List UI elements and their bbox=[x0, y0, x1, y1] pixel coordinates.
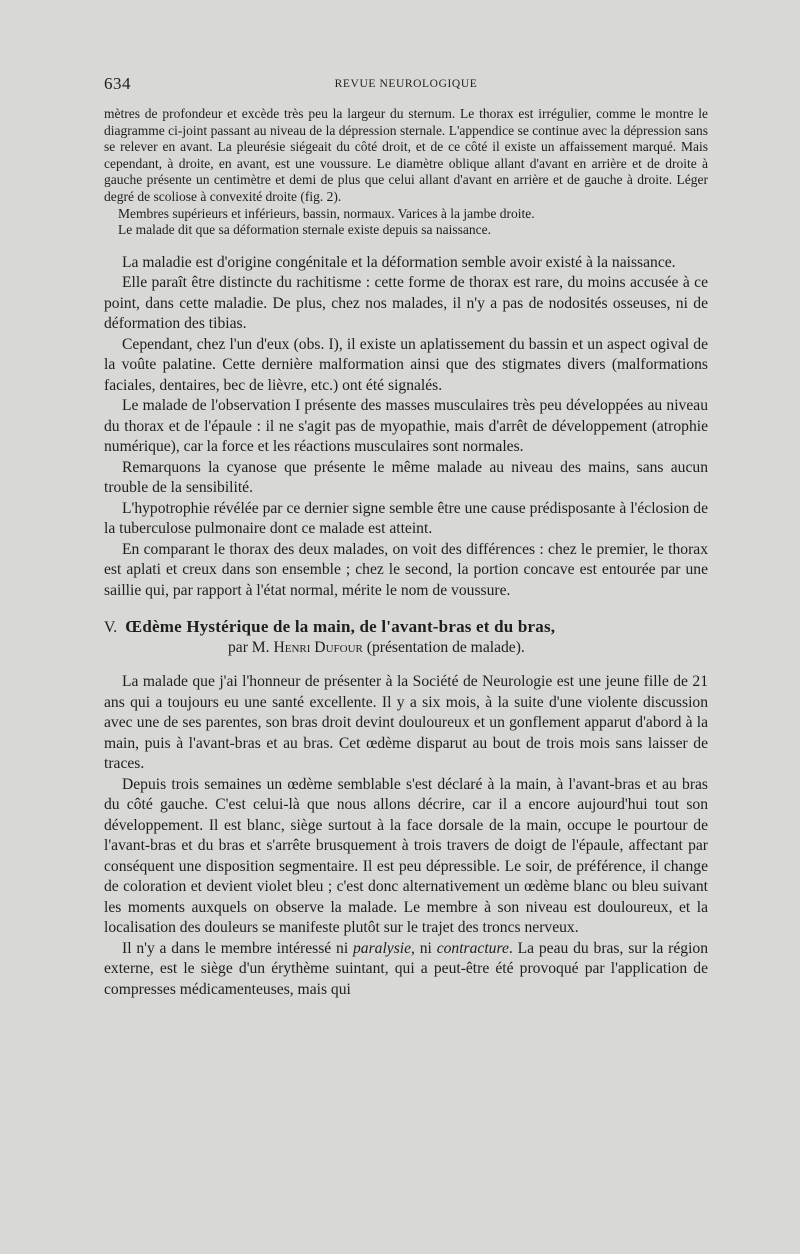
text-run: Il n'y a dans le membre intéressé ni bbox=[122, 939, 353, 957]
paragraph: Elle paraît être distincte du rachitisme : cette forme de thorax est rare, du moins accusée à ce point, dans cette maladie. De plus, chez nos malades, il n'y a pas de nodosités osseuses, ni de déformation des tibias. bbox=[104, 274, 708, 333]
paragraph: Depuis trois semaines un œdème semblable s'est déclaré à la main, à l'avant-bras et au bras du côté gauche. C'est celui-là que nous allons décrire, car il a encore aujourd'hui tout son développement. Il est blanc, siège surtout à la face dorsale de la main, occupe le pourtour de l'avant-bras et du bras et s'arrête brusquement à trois travers de doigt de l'épaule, affectant par conséquent une disposition segmentaire. Il est peu dépressible. Le soir, de préférence, il change de coloration et devient violet bleu ; c'est donc alternativement un œdème blanc ou bleu suivant les moments auxquels on observe la malade. Le membre à son niveau est douloureux, et la localisation des douleurs se manifeste plutôt sur le trajet des troncs nerveux. bbox=[104, 775, 708, 937]
section-body bbox=[104, 672, 708, 1000]
section-byline bbox=[104, 638, 708, 658]
small-paragraph: Le malade dit que sa déformation sternale existe depuis sa naissance. bbox=[118, 222, 491, 238]
text-run: . La peau du bras, sur la région externe, est le siège d'un érythème suintant, qui a peut-être été provoqué par l'application de compresses médicamenteuses, mais qui bbox=[104, 939, 708, 998]
section-heading bbox=[104, 617, 708, 658]
small-print-block bbox=[104, 106, 708, 239]
section-title: Œdème Hystérique de la main, de l'avant-bras et du bras, bbox=[125, 617, 556, 637]
small-paragraph: mètres de profondeur et excède très peu la largeur du sternum. Le thorax est irrégulier, comme le montre le diagramme ci-joint passant au niveau de la dépression sternale. L'appendice se continue avec la dépression sans se relever en avant. La pleurésie siégeait du côté droit, et de ce côté il existe un affaissement marqué. Mais cependant, à droite, en avant, est une voussure. Le diamètre oblique allant d'avant en arrière et de droite à gauche présente un centimètre et demi de plus que celui allant d'avant en arrière et de gauche à droite. Léger degré de scoliose à convexité droite (fig. 2). bbox=[104, 106, 708, 204]
main-text bbox=[104, 253, 708, 602]
byline-suffix: (présentation de malade). bbox=[366, 639, 525, 657]
running-head bbox=[104, 70, 708, 98]
text-run: , ni bbox=[411, 939, 437, 957]
paragraph: L'hypotrophie révélée par ce dernier signe semble être une cause prédisposante à l'éclosion de la tuberculose pulmonaire dont ce malade est atteint. bbox=[104, 499, 708, 538]
paragraph: Cependant, chez l'un d'eux (obs. I), il existe un aplatissement du bassin et un aspect ogival de la voûte palatine. Cette dernière malformation ainsi que des stigmates divers (malformations faciales, dentaires, bec de lièvre, etc.) ont été signalés. bbox=[104, 335, 708, 394]
paragraph: Le malade de l'observation I présente des masses musculaires très peu développées au niveau du thorax et de l'épaule : il ne s'agit pas de myopathie, mais d'arrêt de développement (atrophie numérique), car la force et les réactions musculaires sont normales. bbox=[104, 397, 708, 456]
italic-term: paralysie bbox=[352, 939, 412, 957]
paragraph: En comparant le thorax des deux malades, on voit des différences : chez le premier, le thorax est aplati et creux dans son ensemble ; chez le second, la portion concave est entourée par une saillie qui, par rapport à l'état normal, mérite le nom de voussure. bbox=[104, 540, 708, 599]
italic-term: contracture bbox=[436, 939, 509, 957]
paragraph-last bbox=[104, 939, 708, 1001]
small-paragraph: Membres supérieurs et inférieurs, bassin, normaux. Varices à la jambe droite. bbox=[118, 205, 535, 221]
page-number: 634 bbox=[104, 74, 131, 93]
byline-prefix: par M. bbox=[228, 639, 270, 657]
paragraph: Remarquons la cyanose que présente le même malade au niveau des mains, sans aucun trouble de la sensibilité. bbox=[104, 458, 708, 497]
author-name: Henri Dufour bbox=[273, 639, 363, 657]
paragraph: La malade que j'ai l'honneur de présenter à la Société de Neurologie est une jeune fille de 21 ans qui a toujours eu une santé excellente. Il y a six mois, à la suite d'une violente discussion avec une de ses parentes, son bras droit devint douloureux et un gonflement apparut d'abord à la main, puis à l'avant-bras et au bras. Cet œdème disparut au bout de trois mois sans laisser de traces. bbox=[104, 673, 708, 773]
paragraph: La maladie est d'origine congénitale et la déformation semble avoir existé à la naissance. bbox=[122, 253, 676, 271]
journal-title: REVUE NEUROLOGIQUE bbox=[334, 78, 478, 90]
section-number: V. bbox=[104, 619, 118, 637]
